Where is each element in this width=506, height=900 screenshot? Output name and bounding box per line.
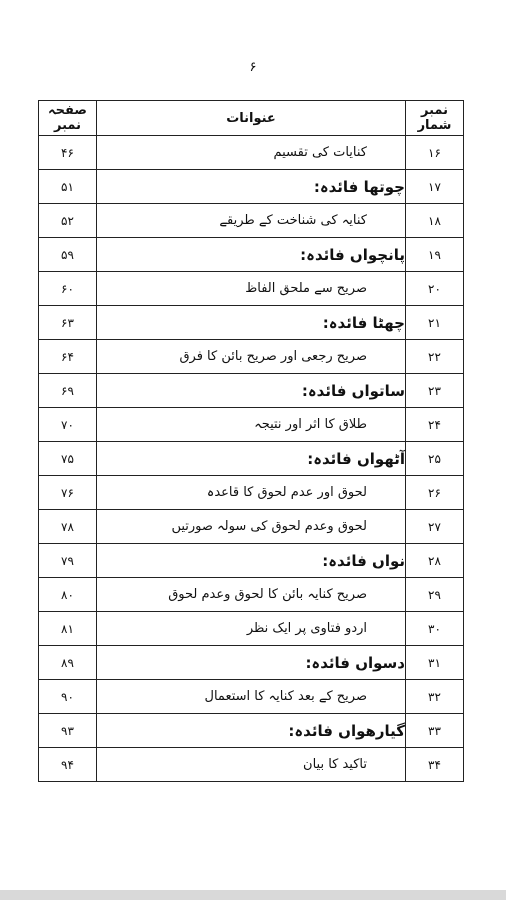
serial-number-cell: ۳۱: [406, 646, 464, 680]
page-number-cell: ۷۰: [39, 408, 97, 442]
page-number-cell: ۷۶: [39, 476, 97, 510]
section-heading-cell: چوتھا فائدہ:: [97, 170, 406, 204]
topic-title-cell: صریح کے بعد کنایہ کا استعمال: [97, 680, 406, 714]
serial-number-cell: ۲۹: [406, 578, 464, 612]
table-row: [39, 646, 464, 680]
page-number-cell: ۷۵: [39, 442, 97, 476]
serial-number-cell: ۳۲: [406, 680, 464, 714]
table-row: [39, 510, 464, 544]
serial-number-cell: ۱۸: [406, 204, 464, 238]
table-row: [39, 680, 464, 714]
table-row: [39, 306, 464, 340]
topic-title-cell: صریح کنایہ بائن کا لحوق وعدم لحوق: [97, 578, 406, 612]
topic-title-cell: صریح سے ملحق الفاظ: [97, 272, 406, 306]
serial-number-cell: ۲۳: [406, 374, 464, 408]
table-row: [39, 204, 464, 238]
serial-number-cell: ۳۴: [406, 748, 464, 782]
table-row: [39, 170, 464, 204]
table-row: [39, 714, 464, 748]
page-number-cell: ۸۹: [39, 646, 97, 680]
page-number-cell: ۶۳: [39, 306, 97, 340]
serial-number-cell: ۲۷: [406, 510, 464, 544]
section-heading-cell: ساتواں فائدہ:: [97, 374, 406, 408]
serial-number-cell: ۲۶: [406, 476, 464, 510]
page-number-cell: ۷۸: [39, 510, 97, 544]
topic-title-cell: کنایات کی تقسیم: [97, 136, 406, 170]
bottom-bar: [0, 890, 506, 900]
table-row: [39, 374, 464, 408]
table-of-contents: [38, 100, 464, 782]
page-number-cell: ۴۶: [39, 136, 97, 170]
titles-header: عنوانات: [97, 101, 406, 136]
serial-number-cell: ۳۰: [406, 612, 464, 646]
topic-title-cell: صریح رجعی اور صریح بائن کا فرق: [97, 340, 406, 374]
serial-number-cell: ۲۴: [406, 408, 464, 442]
page-number-cell: ۶۹: [39, 374, 97, 408]
table-row: [39, 476, 464, 510]
topic-title-cell: لحوق وعدم لحوق کی سولہ صورتیں: [97, 510, 406, 544]
serial-number-cell: ۲۱: [406, 306, 464, 340]
serial-number-cell: ۲۰: [406, 272, 464, 306]
serial-number-cell: ۲۲: [406, 340, 464, 374]
section-heading-cell: آٹھواں فائدہ:: [97, 442, 406, 476]
section-heading-cell: پانچواں فائدہ:: [97, 238, 406, 272]
page-number-cell: ۹۰: [39, 680, 97, 714]
topic-title-cell: کنایہ کی شناخت کے طریقے: [97, 204, 406, 238]
topic-title-cell: تاکید کا بیان: [97, 748, 406, 782]
page-number-cell: ۹۳: [39, 714, 97, 748]
table-row: [39, 408, 464, 442]
serial-number-cell: ۲۸: [406, 544, 464, 578]
serial-number-cell: ۱۷: [406, 170, 464, 204]
page-number-cell: ۵۱: [39, 170, 97, 204]
table-row: [39, 544, 464, 578]
table-row: [39, 340, 464, 374]
topic-title-cell: لحوق اور عدم لحوق کا قاعدہ: [97, 476, 406, 510]
serial-number-cell: ۱۶: [406, 136, 464, 170]
page-number-cell: ۸۱: [39, 612, 97, 646]
table-row: [39, 442, 464, 476]
serial-number-cell: ۲۵: [406, 442, 464, 476]
page-number: ۶: [249, 60, 257, 75]
page-number-cell: ۹۴: [39, 748, 97, 782]
serial-number-header: نمبر شمار: [406, 101, 464, 136]
page-number-cell: ۶۴: [39, 340, 97, 374]
page-number-cell: ۵۹: [39, 238, 97, 272]
section-heading-cell: دسواں فائدہ:: [97, 646, 406, 680]
page-number-header: صفحہ نمبر: [39, 101, 97, 136]
section-heading-cell: چھٹا فائدہ:: [97, 306, 406, 340]
table-row: [39, 136, 464, 170]
topic-title-cell: اردو فتاوی پر ایک نظر: [97, 612, 406, 646]
page-number-cell: ۵۲: [39, 204, 97, 238]
section-heading-cell: نواں فائدہ:: [97, 544, 406, 578]
section-heading-cell: گیارھواں فائدہ:: [97, 714, 406, 748]
page-number-cell: ۷۹: [39, 544, 97, 578]
topic-title-cell: طلاق کا اثر اور نتیجہ: [97, 408, 406, 442]
page-number-cell: ۸۰: [39, 578, 97, 612]
page-number-cell: ۶۰: [39, 272, 97, 306]
table-row: [39, 578, 464, 612]
table-row: [39, 612, 464, 646]
table-row: [39, 238, 464, 272]
table-header-row: [39, 101, 464, 136]
serial-number-cell: ۱۹: [406, 238, 464, 272]
serial-number-cell: ۳۳: [406, 714, 464, 748]
table-row: [39, 272, 464, 306]
table-row: [39, 748, 464, 782]
